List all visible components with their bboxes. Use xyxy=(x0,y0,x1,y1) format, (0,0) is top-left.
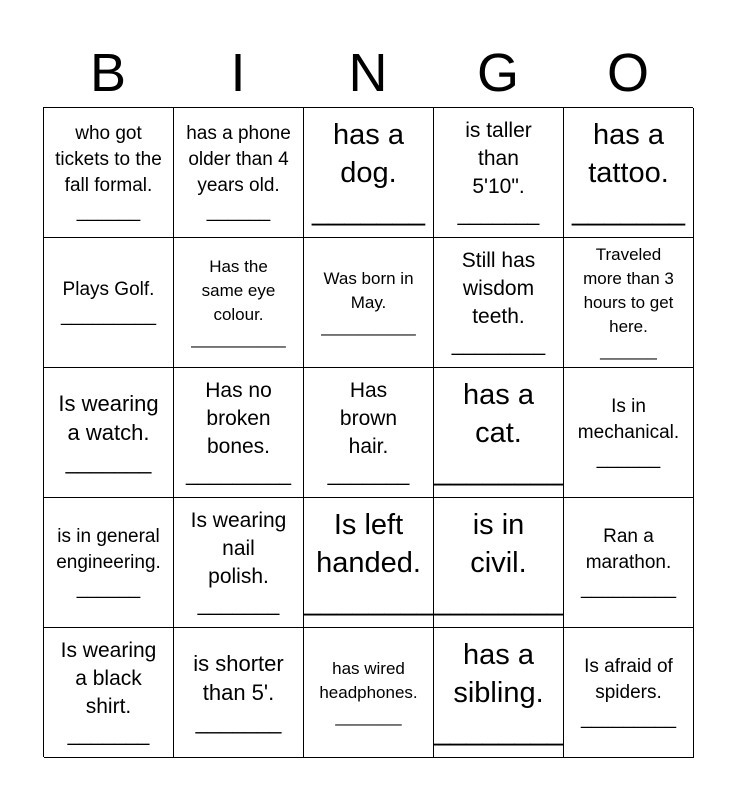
bingo-cell-text: Still has wisdom teeth. ________ xyxy=(451,248,546,356)
bingo-cell-r2-c5[interactable] xyxy=(564,238,694,368)
bingo-cell-r4-c3[interactable] xyxy=(304,498,434,628)
bingo-cell-r2-c1[interactable] xyxy=(44,238,174,368)
bingo-cell-text: is in general engineering. ______ xyxy=(56,525,161,599)
header-letter-i: I xyxy=(230,43,246,103)
bingo-cell-r5-c4[interactable] xyxy=(434,628,564,758)
bingo-cell-r5-c5[interactable] xyxy=(564,628,694,758)
bingo-cell-r4-c5[interactable] xyxy=(564,498,694,628)
bingo-cell-text: Plays Golf. _________ xyxy=(60,278,157,326)
bingo-cell-text: Is wearing a watch. _______ xyxy=(58,391,159,474)
bingo-header xyxy=(43,40,693,106)
bingo-cell-text: has a dog. _______ xyxy=(312,118,425,227)
bingo-grid xyxy=(43,107,693,757)
bingo-cell-text: is in civil. ________ xyxy=(434,508,564,617)
bingo-cell-text: has a sibling. ________ xyxy=(434,638,564,747)
bingo-cell-r4-c4[interactable] xyxy=(434,498,564,628)
bingo-cell-r1-c2[interactable] xyxy=(174,108,304,238)
bingo-cell-r3-c4[interactable] xyxy=(434,368,564,498)
bingo-cell-r3-c5[interactable] xyxy=(564,368,694,498)
bingo-cell-text: Is left handed. ________ xyxy=(304,508,434,617)
bingo-cell-r2-c2[interactable] xyxy=(174,238,304,368)
bingo-cell-text: who got tickets to the fall formal. ______ xyxy=(55,122,162,222)
bingo-cell-r2-c3[interactable] xyxy=(304,238,434,368)
bingo-cell-text: Is in mechanical. ______ xyxy=(577,395,680,469)
header-letter-o: O xyxy=(606,43,649,103)
bingo-cell-text: is shorter than 5'. _______ xyxy=(193,651,284,734)
bingo-cell-r2-c4[interactable] xyxy=(434,238,564,368)
bingo-cell-text: has a cat. ________ xyxy=(434,378,564,487)
header-letter-b: B xyxy=(89,43,127,103)
bingo-cell-text: Has brown hair. _______ xyxy=(327,378,410,486)
bingo-cell-text: has a tattoo. _______ xyxy=(572,118,685,227)
bingo-cell-r3-c2[interactable] xyxy=(174,368,304,498)
bingo-cell-r4-c1[interactable] xyxy=(44,498,174,628)
bingo-cell-r5-c2[interactable] xyxy=(174,628,304,758)
bingo-cell-text: Traveled more than 3 hours to get here. ______ xyxy=(583,244,674,360)
header-letter-n: N xyxy=(348,43,388,103)
header-letter-g: G xyxy=(476,43,519,103)
bingo-cell-text: Was born in May. __________ xyxy=(321,268,416,336)
bingo-cell-text: has wired headphones. _______ xyxy=(319,658,418,726)
bingo-cell-text: Is wearing nail polish. _______ xyxy=(190,508,287,616)
bingo-cell-r1-c4[interactable] xyxy=(434,108,564,238)
bingo-cell-text: Is afraid of spiders. _________ xyxy=(580,655,677,729)
bingo-cell-r4-c2[interactable] xyxy=(174,498,304,628)
bingo-cell-r3-c3[interactable] xyxy=(304,368,434,498)
bingo-cell-r1-c1[interactable] xyxy=(44,108,174,238)
bingo-cell-r5-c1[interactable] xyxy=(44,628,174,758)
bingo-cell-r1-c5[interactable] xyxy=(564,108,694,238)
bingo-cell-text: has a phone older than 4 years old. ______ xyxy=(186,122,291,222)
bingo-cell-text: is taller than 5'10". _______ xyxy=(457,118,540,226)
bingo-cell-text: Has no broken bones. _________ xyxy=(185,378,292,486)
bingo-cell-text: Is wearing a black shirt. _______ xyxy=(60,638,157,746)
bingo-cell-text: Has the same eye colour. __________ xyxy=(191,256,286,348)
bingo-cell-r3-c1[interactable] xyxy=(44,368,174,498)
bingo-cell-text: Ran a marathon. _________ xyxy=(580,525,677,599)
bingo-cell-r5-c3[interactable] xyxy=(304,628,434,758)
bingo-cell-r1-c3[interactable] xyxy=(304,108,434,238)
